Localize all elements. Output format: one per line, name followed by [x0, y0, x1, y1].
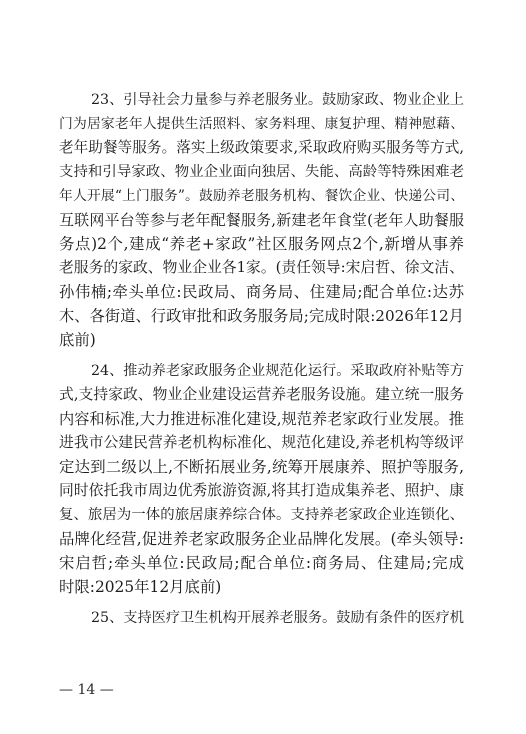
page-number: — 14 — — [59, 682, 114, 698]
text-line: 定达到二级以上,不断拓展业务,统筹开展康养、照护等服务, — [59, 458, 464, 476]
text-line: 年人开展“上门服务”。鼓励养老服务机构、餐饮企业、快递公司、 — [59, 188, 464, 204]
text-line: 互联网平台等参与老年配餐服务,新建老年食堂(老年人助餐服 — [59, 211, 464, 229]
text-line: 支持和引导家政、物业企业面向独居、失能、高龄等特殊困难老 — [59, 164, 464, 180]
text-line: 孙伟楠;牵头单位:民政局、商务局、住建局;配合单位:达苏 — [59, 283, 464, 301]
text-line: 24、推动养老家政服务企业规范化运行。采取政府补贴等方 — [91, 363, 464, 379]
text-line: 时限:2025年12月底前) — [59, 578, 222, 596]
text-line: 品牌化经营,促进养老家政服务企业品牌化发展。(牵头领导: — [59, 530, 464, 548]
text-line: 复、旅居为一体的旅居康养综合体。支持养老家政企业连锁化、 — [59, 507, 464, 523]
text-line: 门为居家老年人提供生活照料、家务料理、康复护理、精神慰藉、 — [59, 116, 464, 132]
text-line: 同时依托我市周边优秀旅游资源,将其打造成集养老、照护、康 — [59, 482, 464, 499]
text-line: 木、各街道、行政审批和政务服务局;完成时限:2026年12月 — [59, 307, 464, 325]
text-line: 宋启哲;牵头单位:民政局;配合单位:商务局、住建局;完成 — [59, 554, 464, 572]
text-line: 进我市公建民营养老机构标准化、规范化建设,养老机构等级评 — [59, 434, 464, 451]
text-line: 老服务的家政、物业企业各1家。(责任领导:宋启哲、徐文洁、 — [59, 259, 464, 276]
text-line: 23、引导社会力量参与养老服务业。鼓励家政、物业企业上 — [91, 92, 464, 108]
text-line: 底前) — [59, 331, 96, 349]
text-line: 25、支持医疗卫生机构开展养老服务。鼓励有条件的医疗机 — [91, 610, 464, 626]
text-line: 内容和标准,大力推进标准化建设,规范养老家政行业发展。推 — [59, 410, 464, 428]
text-line: 老年助餐等服务。落实上级政策要求,采取政府购买服务等方式, — [59, 139, 464, 156]
text-line: 务点)2个,建成“养老+家政”社区服务网点2个,新增从事养 — [59, 235, 464, 253]
text-line: 式,支持家政、物业企业建设运营养老服务设施。建立统一服务 — [59, 386, 464, 403]
